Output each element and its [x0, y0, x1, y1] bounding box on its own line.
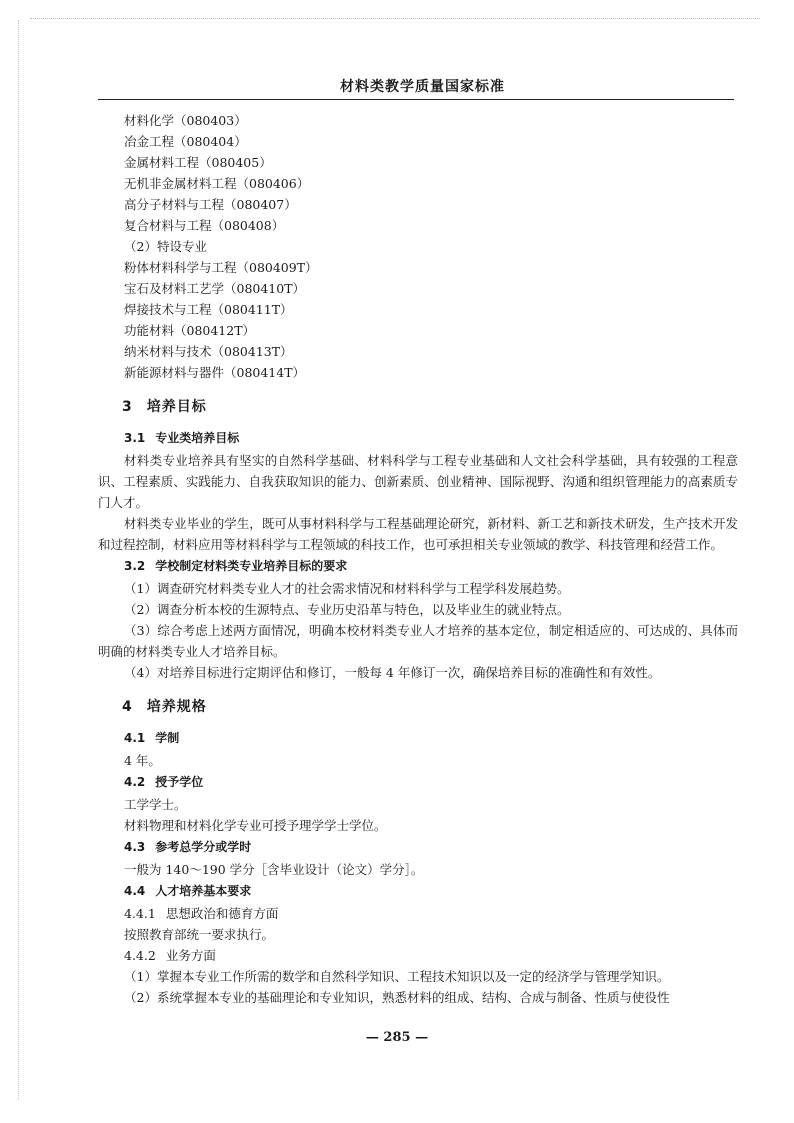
list-item: 新能源材料与器件（080414T） — [124, 365, 306, 380]
subsubsection-title: 业务方面 — [165, 948, 216, 963]
paragraph: 材料类专业毕业的学生，既可从事材料科学与工程基础理论研究，新材料、新工艺和新技术研发，生产技术开发和过程控制，材料应用等材料科学与工程领域的科技工作，也可承担相关专业领域的教学、科技管理和经营工作。 — [98, 516, 738, 552]
subsection-4-4-heading — [124, 881, 738, 902]
paragraph: 一般为 140～190 学分［含毕业设计（论文）学分］。 — [124, 862, 424, 877]
list-item: 材料化学（080403） — [124, 113, 247, 128]
paragraph: 工学学士。 — [124, 797, 187, 812]
list-item: 无机非金属材料工程（080406） — [124, 176, 310, 191]
subsection-number: 4.1 — [124, 731, 146, 745]
section-title: 培养规格 — [146, 699, 207, 715]
subsubsection-number: 4.4.2 — [124, 948, 156, 963]
subsection-4-1-heading — [124, 728, 738, 749]
majors-list — [98, 110, 738, 236]
subsection-3-1-heading — [124, 428, 738, 449]
subsection-title: 参考总学分或学时 — [155, 840, 252, 854]
list-item: （3）综合考虑上述两方面情况，明确本校材料类专业人才培养的基本定位，制定相适应的、可达成的、具体而明确的材料类专业人才培养目标。 — [98, 623, 738, 659]
list-item: （1）掌握本专业工作所需的数学和自然科学知识、工程技术知识以及一定的经济学与管理学知识。 — [124, 969, 670, 984]
subsection-number: 3.1 — [124, 431, 146, 445]
scan-artifact-top — [30, 18, 760, 19]
list-item: （2）调查分析本校的生源特点、专业历史沿革与特色，以及毕业生的就业特点。 — [124, 602, 570, 617]
section-3-heading — [122, 397, 738, 418]
paragraph: 按照教育部统一要求执行。 — [124, 927, 275, 942]
subsection-3-2-heading — [124, 556, 738, 577]
list-item: 复合材料与工程（080408） — [124, 218, 285, 233]
list-item: 粉体材料科学与工程（080409T） — [124, 260, 318, 275]
page-content — [98, 110, 738, 1008]
section-title: 培养目标 — [146, 399, 207, 415]
subsubsection-number: 4.4.1 — [124, 906, 156, 921]
subsection-title: 授予学位 — [155, 775, 204, 789]
special-majors-list — [98, 257, 738, 383]
subsection-title: 专业类培养目标 — [155, 431, 240, 445]
paragraph: 材料物理和材料化学专业可授予理学学士学位。 — [124, 818, 387, 833]
paragraph: 4 年。 — [124, 753, 161, 768]
section-number: 3 — [122, 399, 133, 415]
subsubsection-title: 思想政治和德育方面 — [165, 906, 279, 921]
list-item: （2）系统掌握本专业的基础理论和专业知识，熟悉材料的组成、结构、合成与制备、性质与使役性 — [124, 990, 670, 1005]
page-number: — 285 — — [365, 1030, 429, 1045]
subsection-title: 人才培养基本要求 — [155, 884, 252, 898]
section-4-heading — [122, 697, 738, 718]
subsection-number: 3.2 — [124, 559, 146, 573]
list-item: 功能材料（080412T） — [124, 323, 256, 338]
subsubsection-4-4-2-heading — [124, 945, 738, 966]
list-item: 纳米材料与技术（080413T） — [124, 344, 293, 359]
subsection-number: 4.2 — [124, 775, 146, 789]
subsection-4-3-heading — [124, 837, 738, 858]
list-item: 宝石及材料工艺学（080410T） — [124, 281, 306, 296]
scan-artifact-edge — [18, 20, 19, 1100]
subsubsection-4-4-1-heading — [124, 903, 738, 924]
subsection-number: 4.3 — [124, 840, 146, 854]
special-majors-heading: （2）特设专业 — [124, 239, 207, 254]
section-number: 4 — [122, 699, 133, 715]
subsection-number: 4.4 — [124, 884, 146, 898]
subsection-4-2-heading — [124, 772, 738, 793]
running-header-title: 材料类教学质量国家标准 — [340, 79, 505, 95]
paragraph: 材料类专业培养具有坚实的自然科学基础、材料科学与工程专业基础和人文社会科学基础，具有较强的工程意识、工程素质、实践能力、自我获取知识的能力、创新素质、创业精神、国际视野、沟通和组织管理能力的高素质专门人才。 — [98, 453, 738, 510]
list-item: 冶金工程（080404） — [124, 134, 247, 149]
list-item: 高分子材料与工程（080407） — [124, 197, 297, 212]
list-item: 金属材料工程（080405） — [124, 155, 272, 170]
header-rule — [98, 99, 734, 100]
subsection-title: 学制 — [155, 731, 180, 745]
subsection-title: 学校制定材料类专业培养目标的要求 — [155, 559, 348, 573]
list-item: （1）调查研究材料类专业人才的社会需求情况和材料科学与工程学科发展趋势。 — [124, 581, 570, 596]
list-item: （4）对培养目标进行定期评估和修订，一般每 4 年修订一次，确保培养目标的准确性和有效性。 — [124, 665, 661, 680]
list-item: 焊接技术与工程（080411T） — [124, 302, 293, 317]
